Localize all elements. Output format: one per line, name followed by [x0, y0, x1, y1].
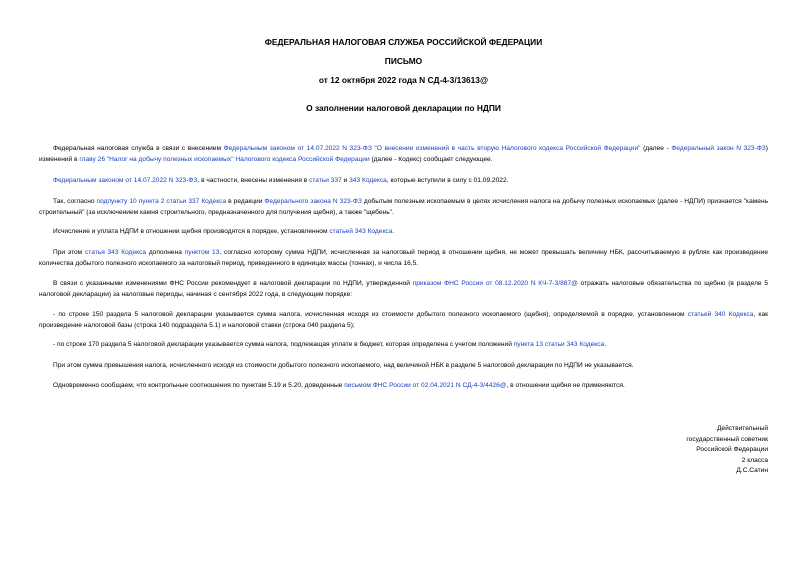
text: При этом [53, 249, 85, 256]
paragraph-8 [39, 340, 768, 351]
link-fns-letter[interactable]: письмом ФНС России от 02.04.2021 N СД-4-3/4426@ [344, 382, 507, 389]
text: в редакции [226, 198, 265, 205]
paragraph-1 [39, 144, 768, 165]
text: добытым полезным ископаемым в целях исчисления налога на добычу полезных ископаемых (далее - НДПИ) признается "камень строительный" (за исключением камня строительного, предназначенного для получения щебня), а также "щебень". [39, 198, 769, 216]
signature-block [686, 424, 768, 477]
paragraph-4 [39, 227, 768, 238]
doc-type-heading: ПИСЬМО [384, 56, 423, 66]
text: Исчисление и уплата НДПИ в отношении щебня производятся в порядке, установленном [53, 228, 330, 235]
paragraph-5 [39, 248, 768, 269]
text: , которые вступили в силу с 01.09.2022. [386, 177, 509, 184]
link-federal-law-323-short[interactable]: Федерального закона N 323-ФЗ [264, 198, 362, 205]
link-article-343[interactable]: статьей 343 Кодекса [329, 228, 393, 235]
text: - по строке 150 раздела 5 налоговой декларации указывается сумма налога, исчисленная исходя из стоимости добытого полезного ископаемого (щебня), определяемой в порядке, установленном [53, 311, 688, 318]
link-article-343[interactable]: статья 343 Кодекса [84, 249, 147, 256]
link-chapter-26[interactable]: главу 26 "Налог на добычу полезных ископаемых" Налогового кодекса Российской Федерации [79, 155, 370, 163]
signature-line: государственный советник [686, 435, 768, 443]
text: Федеральная налоговая служба в связи с внесением [53, 145, 224, 152]
signature-line: Российской Федерации [696, 446, 768, 454]
text: . [604, 341, 607, 348]
text: , в отношении щебня не применяются. [506, 382, 625, 389]
text: дополнена [146, 249, 185, 256]
paragraph-3 [39, 197, 768, 218]
text: ) изменений в [39, 145, 768, 163]
agency-heading: ФЕДЕРАЛЬНАЯ НАЛОГОВАЯ СЛУЖБА РОССИЙСКОЙ ФЕДЕРАЦИИ [264, 37, 543, 47]
signer-name: Д.С.Сатин [736, 467, 768, 475]
text: Одновременно сообщаем, что контрольные соотношения по пунктам 5.19 и 5.20, доведенные [53, 382, 345, 389]
link-article-343-item-13[interactable]: пункта 13 статьи 343 Кодекса [513, 341, 605, 348]
text: , в частности, внесены изменения в [197, 177, 310, 184]
text: (далее - [640, 145, 672, 152]
signature-line: 2 класса [741, 456, 768, 464]
text: При этом сумма превышения налога, исчисленного исходя из стоимости добытого полезного ископаемого, над величиной НБК в разделе 5 налоговой декларации по НДПИ не указывается. [53, 362, 634, 369]
paragraph-7 [39, 310, 768, 331]
doc-date-number: от 12 октября 2022 года N СД-4-3/13613@ [318, 75, 489, 85]
link-federal-law-323-short[interactable]: Федеральный закон N 323-ФЗ [671, 145, 766, 152]
text: , как произведение налоговой базы (строка 140 подраздела 5.1) и налоговой ставки (строка 040 раздела 5); [39, 311, 768, 329]
paragraph-9 [39, 361, 768, 372]
signature-line: Действительный [716, 425, 768, 432]
text: (далее - Кодекс) сообщает следующее. [369, 155, 493, 163]
link-federal-law-323[interactable]: Федеральным законом от 14.07.2022 N 323-ФЗ "О внесении изменений в часть вторую Налогового кодекса Российской Федерации" [223, 145, 641, 152]
doc-subject: О заполнении налоговой декларации по НДПИ [306, 103, 501, 113]
link-item-13[interactable]: пунктом 13 [184, 249, 220, 256]
text: . [392, 228, 395, 235]
link-article-337[interactable]: статьи 337 [309, 177, 342, 184]
text: и [341, 177, 350, 184]
link-fns-order[interactable]: приказом ФНС России от 08.12.2020 N КЧ-7-3/887@ [412, 280, 578, 287]
text: , согласно которому сумма НДПИ, исчисленная за налоговый период в отношении щебня, не может превышать величину НБК, рассчитываемую в рублях как произведение количества добытого полезного ископаемого за налоговый период, приведенного в единицах массы (тоннах), и числа 16,5. [39, 249, 768, 267]
text: Так, согласно [53, 198, 97, 205]
paragraph-2 [39, 176, 768, 187]
text: - по строке 170 раздела 5 налоговой декларации указывается сумма налога, подлежащая уплате в бюджет, которая определена с учетом положений [53, 341, 514, 348]
text: В связи с указанными изменениями ФНС России рекомендует в налоговой декларации по НДПИ, утвержденной [53, 280, 413, 287]
text: отражать налоговые обязательства по щебню (в разделе 5 налоговой декларации) за налоговые периоды, начиная с сентября 2022 года, в следующем порядке: [39, 280, 768, 298]
paragraph-10 [39, 381, 768, 392]
link-article-343[interactable]: 343 Кодекса [349, 177, 387, 184]
link-article-340[interactable]: статьей 340 Кодекса [687, 311, 754, 318]
link-article-337-item[interactable]: подпункту 10 пункта 2 статьи 337 Кодекса [96, 198, 227, 205]
paragraph-6 [39, 279, 768, 300]
link-federal-law-323[interactable]: Федеральным законом от 14.07.2022 N 323-ФЗ [53, 177, 198, 184]
